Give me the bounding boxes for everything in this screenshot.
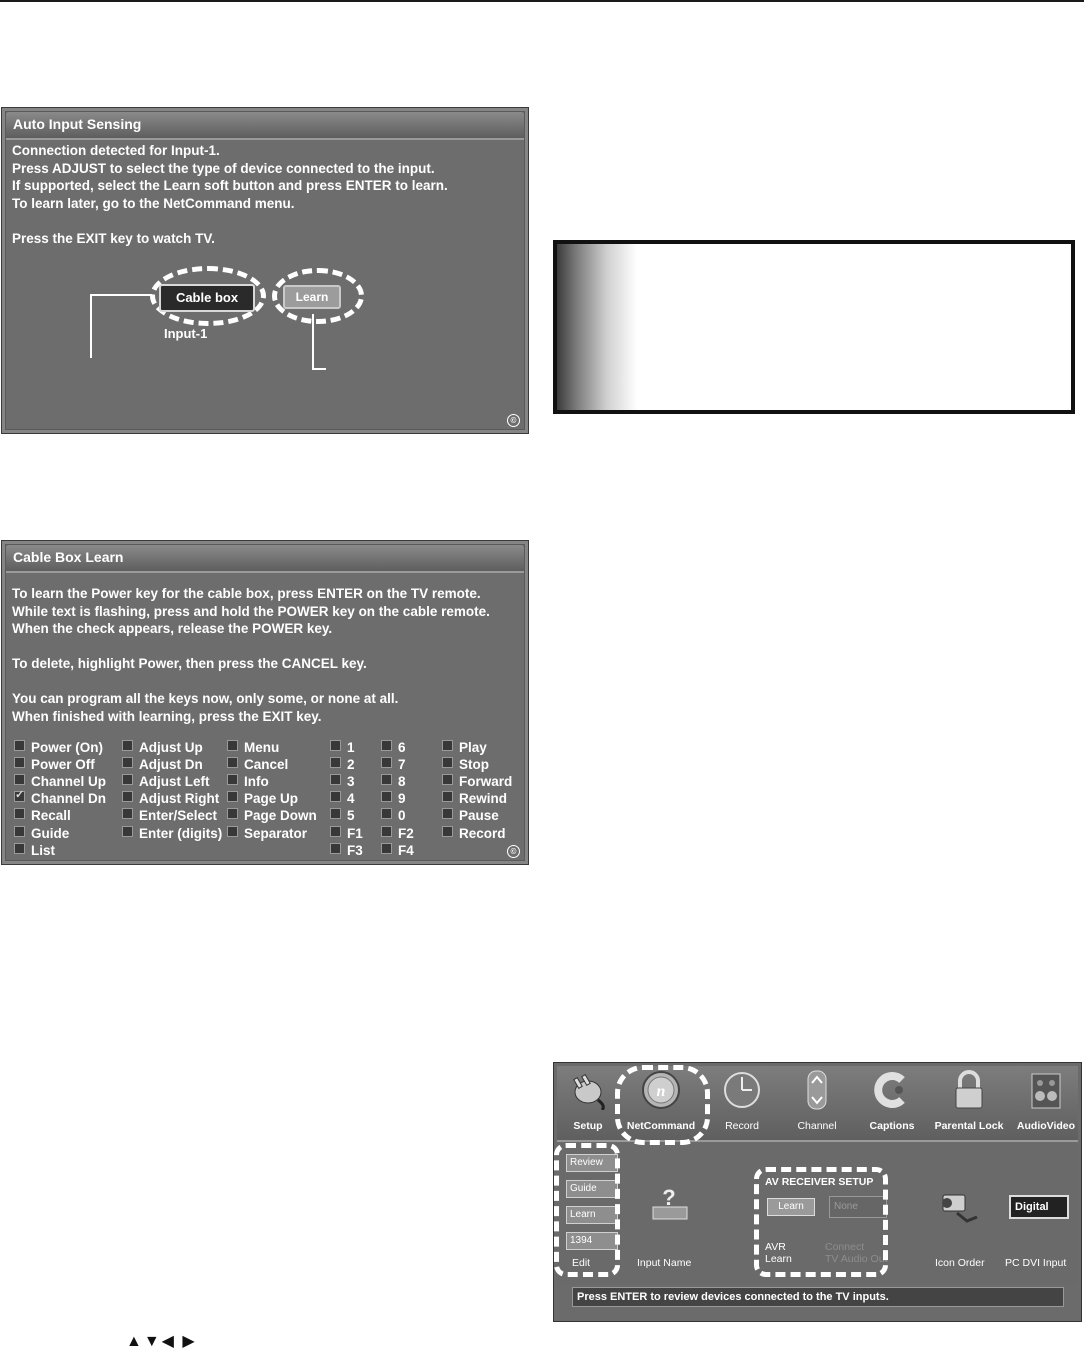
key-checkbox[interactable]	[381, 757, 392, 768]
avr-learn-button[interactable]: Learn	[767, 1198, 815, 1216]
panel-title: Auto Input Sensing	[13, 116, 142, 132]
panel-title-bar	[6, 112, 524, 140]
key-checkbox[interactable]	[442, 740, 453, 751]
learn-key-item[interactable]	[14, 739, 103, 756]
svg-text:?: ?	[662, 1185, 676, 1210]
review-button[interactable]: Review	[566, 1154, 618, 1172]
key-label: Enter (digits)	[139, 825, 223, 841]
key-label: 6	[398, 740, 406, 755]
key-label: 8	[398, 774, 406, 790]
avr-setup-title: AV RECEIVER SETUP	[765, 1176, 874, 1188]
learn-key-item[interactable]	[330, 739, 355, 756]
learn-key-item[interactable]	[14, 807, 71, 824]
key-label: Separator	[244, 825, 308, 841]
learn-key-item[interactable]	[122, 756, 203, 773]
key-checkbox[interactable]	[122, 791, 133, 802]
key-label: Power (On)	[31, 740, 104, 755]
key-label: 7	[398, 757, 406, 773]
learn-button[interactable]: Learn	[566, 1206, 618, 1224]
key-label: 4	[347, 791, 355, 807]
key-checkbox[interactable]	[227, 791, 238, 802]
learn-key-item[interactable]	[442, 825, 506, 842]
menu-channel[interactable]	[782, 1070, 852, 1132]
learn-key-item[interactable]	[381, 842, 414, 859]
key-label: List	[31, 842, 56, 858]
key-label: F1	[347, 825, 363, 841]
connect-audio-label: Connect TV Audio Out	[825, 1241, 888, 1265]
key-checkbox[interactable]	[14, 791, 25, 802]
menu-label: Setup	[573, 1120, 603, 1132]
1394-button[interactable]: 1394	[566, 1232, 618, 1250]
key-label: Adjust Dn	[139, 757, 203, 773]
plug-icon	[568, 1070, 608, 1110]
learn-key-item[interactable]	[122, 790, 219, 807]
lock-icon	[949, 1070, 989, 1110]
key-checkbox[interactable]	[227, 757, 238, 768]
menu-captions[interactable]	[857, 1070, 927, 1132]
input-name-label: Input Name	[637, 1257, 692, 1269]
status-bar: Press ENTER to review devices connected to the TV inputs.	[572, 1287, 1064, 1307]
key-label: 2	[347, 757, 355, 773]
key-label: 9	[398, 791, 406, 807]
menu-label: Channel	[797, 1120, 837, 1132]
key-checkbox[interactable]	[330, 826, 341, 837]
key-checkbox[interactable]	[227, 808, 238, 819]
highlight-ring	[554, 1143, 620, 1277]
copyright-icon: ©	[507, 414, 520, 427]
panel-instructions: To learn the Power key for the cable box, press ENTER on the TV remote. While text is flashing, press and hold the POWER key on the cable remote. When the check appears, release the POWER key. To delete, highlight Power, then press the CANCEL key. You can program all the keys now, only some, or none at all. When finished with learning, press the EXIT key.	[12, 586, 490, 724]
key-label: Channel Up	[31, 774, 107, 790]
key-label: 5	[347, 808, 355, 824]
learn-key-item[interactable]	[14, 842, 55, 859]
menu-setup[interactable]	[553, 1070, 623, 1132]
key-label: F3	[347, 842, 363, 858]
key-label: F4	[398, 842, 414, 858]
key-checkbox[interactable]	[442, 774, 453, 785]
key-checkbox[interactable]	[330, 757, 341, 768]
key-checkbox[interactable]	[122, 808, 133, 819]
callout-line	[90, 294, 152, 296]
learn-key-item[interactable]	[381, 807, 406, 824]
key-checkbox[interactable]	[381, 740, 392, 751]
key-checkbox[interactable]	[330, 791, 341, 802]
learn-key-item[interactable]	[330, 790, 355, 807]
learn-key-item[interactable]	[14, 790, 106, 807]
key-checkbox[interactable]	[442, 808, 453, 819]
key-checkbox[interactable]	[122, 757, 133, 768]
learn-key-item[interactable]	[122, 825, 222, 842]
learn-key-item[interactable]	[442, 807, 499, 824]
key-checkbox[interactable]	[330, 740, 341, 751]
key-label: Power Off	[31, 757, 95, 773]
menu-label: Record	[725, 1120, 759, 1132]
learn-key-item[interactable]	[381, 739, 406, 756]
callout-line	[90, 294, 92, 358]
key-checkbox[interactable]	[330, 774, 341, 785]
key-checkbox[interactable]	[227, 740, 238, 751]
learn-key-item[interactable]	[227, 790, 298, 807]
learn-key-item[interactable]	[330, 825, 363, 842]
highlight-ring	[615, 1065, 710, 1145]
menu-parental-lock[interactable]	[934, 1070, 1004, 1132]
auto-input-sensing-panel	[1, 107, 529, 434]
learn-button[interactable]: Learn	[283, 285, 341, 309]
key-checkbox[interactable]	[442, 757, 453, 768]
avr-learn-label: AVR Learn	[765, 1241, 792, 1265]
callout-line	[312, 368, 326, 370]
guide-button[interactable]: Guide	[566, 1180, 618, 1198]
clock-icon	[722, 1070, 762, 1110]
navigation-arrows-icon: ▲▼◀ ▶	[126, 1333, 197, 1350]
key-label: Forward	[459, 774, 513, 790]
captions-icon	[872, 1070, 912, 1110]
key-label: Play	[459, 740, 487, 755]
digital-button[interactable]: Digital	[1009, 1195, 1069, 1219]
key-checkbox[interactable]	[14, 740, 25, 751]
key-label: Info	[244, 774, 269, 790]
menu-record[interactable]	[707, 1070, 777, 1132]
key-label: Adjust Left	[139, 774, 210, 790]
copyright-icon: ©	[507, 845, 520, 858]
learn-key-item[interactable]	[330, 842, 363, 859]
key-checkbox[interactable]	[14, 826, 25, 837]
device-question-icon	[649, 1183, 693, 1227]
key-checkbox[interactable]	[227, 774, 238, 785]
netcommand-menu-panel	[553, 1062, 1082, 1322]
learn-key-item[interactable]	[227, 739, 279, 756]
key-checkbox[interactable]	[14, 843, 25, 854]
camcorder-icon	[937, 1185, 981, 1229]
speaker-icon	[1026, 1070, 1066, 1110]
key-checkbox[interactable]	[122, 740, 133, 751]
key-checkbox[interactable]	[381, 843, 392, 854]
learn-key-item[interactable]	[442, 739, 487, 756]
menu-audiovideo[interactable]	[1011, 1070, 1081, 1132]
key-label: 0	[398, 808, 406, 824]
device-type-button[interactable]: Cable box	[159, 284, 255, 312]
learn-key-item[interactable]	[227, 825, 307, 842]
learn-key-item[interactable]	[122, 773, 210, 790]
key-label: 1	[347, 740, 355, 755]
note-box	[553, 240, 1075, 414]
key-label: Record	[459, 825, 506, 841]
learn-key-item[interactable]	[14, 773, 106, 790]
edit-label: Edit	[572, 1257, 591, 1269]
key-checkbox[interactable]	[442, 791, 453, 802]
learn-key-item[interactable]	[227, 807, 317, 824]
icon-order-label: Icon Order	[935, 1257, 985, 1269]
pc-dvi-label: PC DVI Input	[1005, 1257, 1067, 1269]
key-checkbox[interactable]	[122, 826, 133, 837]
key-label: Page Up	[244, 791, 299, 807]
learn-key-item[interactable]	[330, 807, 355, 824]
learn-key-item[interactable]	[14, 756, 95, 773]
learn-key-item[interactable]	[442, 773, 512, 790]
learn-key-item[interactable]	[442, 756, 489, 773]
key-checkbox[interactable]	[227, 826, 238, 837]
key-checkbox[interactable]	[330, 843, 341, 854]
key-label: Page Down	[244, 808, 317, 824]
key-label: Stop	[459, 757, 489, 773]
key-checkbox[interactable]	[330, 808, 341, 819]
learn-key-item[interactable]	[381, 756, 406, 773]
learn-key-item[interactable]	[227, 756, 288, 773]
key-label: Menu	[244, 740, 280, 755]
key-checkbox[interactable]	[381, 808, 392, 819]
key-checkbox[interactable]	[14, 774, 25, 785]
panel-instructions: Connection detected for Input-1. Press ADJUST to select the type of device connected to the input. If supported, select the Learn soft button and press ENTER to learn. To learn later, go to the NetCommand menu. Press the EXIT key to watch TV.	[12, 143, 448, 246]
learn-key-item[interactable]	[381, 790, 406, 807]
learn-key-item[interactable]	[330, 756, 355, 773]
key-label: Guide	[31, 825, 70, 841]
key-label: Rewind	[459, 791, 508, 807]
learn-key-item[interactable]	[330, 773, 355, 790]
key-checkbox[interactable]	[381, 791, 392, 802]
learn-key-item[interactable]	[227, 773, 269, 790]
channel-updown-icon	[797, 1070, 837, 1110]
learn-key-item[interactable]	[122, 739, 203, 756]
key-label: Channel Dn	[31, 791, 107, 807]
menu-label: Captions	[869, 1120, 915, 1132]
top-rule	[0, 0, 1084, 2]
key-checkbox[interactable]	[122, 774, 133, 785]
key-label: Adjust Right	[139, 791, 220, 807]
menu-label: Parental Lock	[934, 1120, 1004, 1132]
callout-line	[312, 314, 314, 370]
learn-key-item[interactable]	[381, 825, 414, 842]
avr-value-field[interactable]: None	[829, 1196, 887, 1218]
panel-title: Cable Box Learn	[13, 549, 124, 565]
key-label: 3	[347, 774, 355, 790]
key-checkbox[interactable]	[442, 826, 453, 837]
input-label: Input-1	[164, 326, 208, 341]
learn-key-item[interactable]	[442, 790, 507, 807]
key-checkbox[interactable]	[381, 774, 392, 785]
panel-title-bar	[6, 545, 524, 573]
key-checkbox[interactable]	[14, 808, 25, 819]
cable-box-learn-panel	[1, 540, 529, 865]
key-label: F2	[398, 825, 414, 841]
key-label: Pause	[459, 808, 499, 824]
learn-key-item[interactable]	[122, 807, 217, 824]
highlight-ring	[754, 1167, 888, 1277]
key-label: Enter/Select	[139, 808, 218, 824]
menu-label: AudioVideo	[1016, 1120, 1076, 1132]
key-checkbox[interactable]	[381, 826, 392, 837]
key-checkbox[interactable]	[14, 757, 25, 768]
menu-label: NetCommand	[626, 1120, 696, 1132]
key-label: Recall	[31, 808, 71, 824]
key-label: Cancel	[244, 757, 289, 773]
svg-text:n: n	[656, 1083, 666, 1100]
key-label: Adjust Up	[139, 740, 203, 755]
learn-key-item[interactable]	[381, 773, 406, 790]
learn-key-item[interactable]	[14, 825, 69, 842]
